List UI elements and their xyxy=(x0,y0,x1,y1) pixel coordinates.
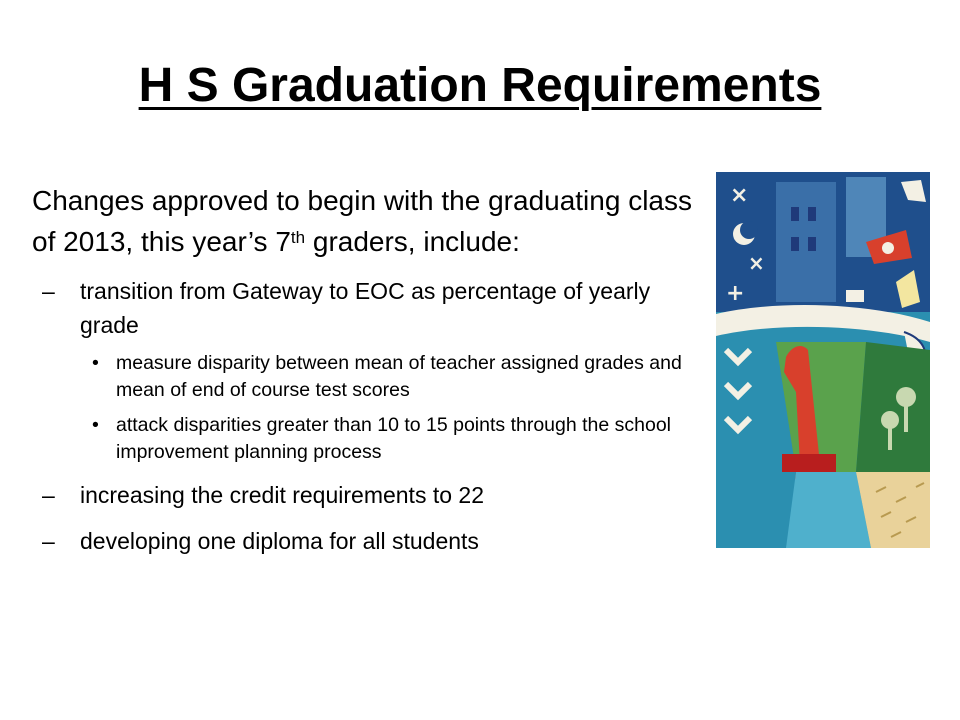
intro-tail: graders, include: xyxy=(305,226,520,257)
slide-body xyxy=(32,180,712,558)
slide-title: H S Graduation Requirements xyxy=(138,59,822,112)
svg-text:×: × xyxy=(748,251,765,275)
sub-list-item xyxy=(32,412,712,466)
building-shape xyxy=(776,182,836,302)
list-item-text: developing one diploma for all students xyxy=(80,528,479,554)
svg-text:×: × xyxy=(730,183,749,208)
bullet-marker: • xyxy=(92,414,99,436)
sub-list-item-text: attack disparities greater than 10 to 15 points through the school improvement planning process xyxy=(116,414,672,463)
list-item xyxy=(32,524,712,558)
bullet-marker: • xyxy=(92,352,99,374)
list-item-text: transition from Gateway to EOC as percentage of yearly grade xyxy=(80,278,651,338)
intro-text: Changes approved to begin with the graduating class of 2013, this year’s 7 xyxy=(32,185,692,257)
list-item xyxy=(32,478,712,512)
intro-paragraph xyxy=(32,180,712,262)
sub-list-item-text: measure disparity between mean of teacher assigned grades and mean of end of course test scores xyxy=(116,352,682,401)
dash-marker: – xyxy=(42,528,55,554)
graduate-diploma-clipart-icon xyxy=(716,172,930,548)
svg-text:+: + xyxy=(726,281,745,306)
intro-superscript: th xyxy=(290,228,306,247)
list-item xyxy=(32,274,712,342)
dash-marker: – xyxy=(42,482,55,508)
sub-list-item xyxy=(32,350,712,404)
dash-marker: – xyxy=(42,278,55,304)
list-item-text: increasing the credit requirements to 22 xyxy=(80,482,484,508)
